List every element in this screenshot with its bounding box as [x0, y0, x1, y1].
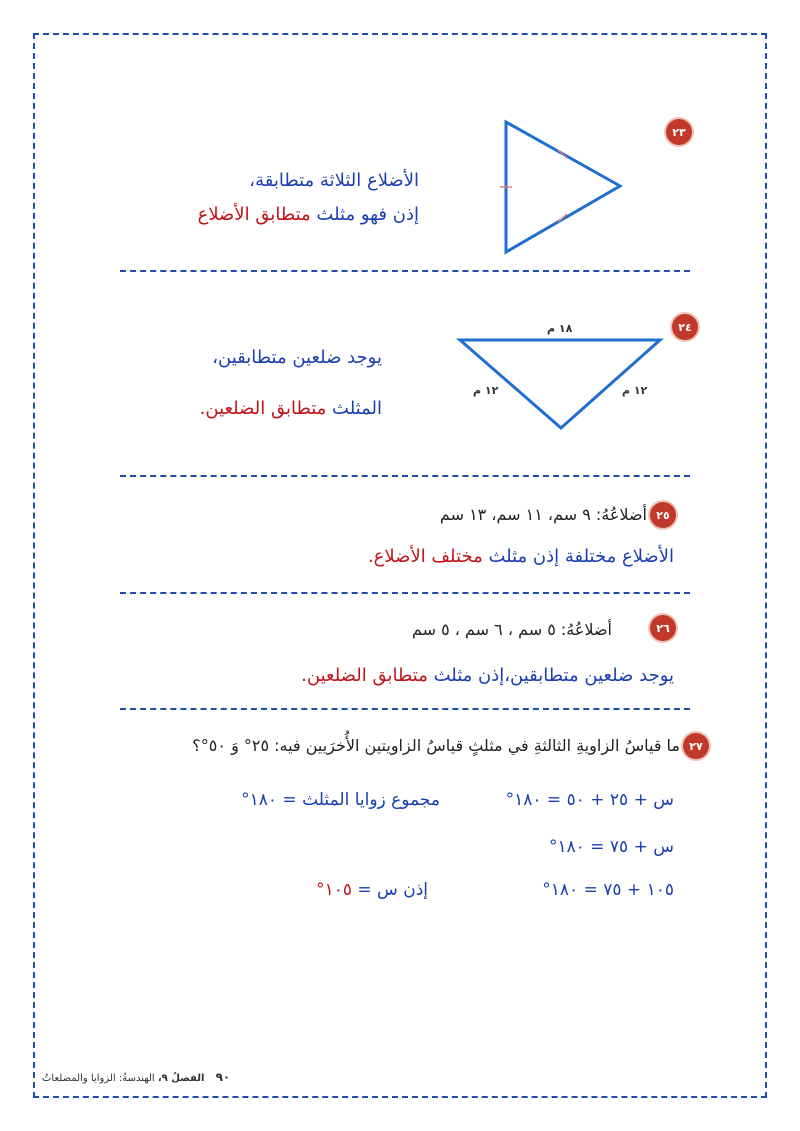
q24-line-2-highlight: متطابق الضلعين.: [199, 398, 327, 419]
q25-answer-prefix: الأضلاع مختلفة إذن مثلث: [482, 546, 674, 567]
page-footer: [42, 1070, 230, 1084]
q23-line-2-prefix: إذن فهو مثلث: [310, 204, 419, 225]
q25-question: أضلاعُهُ: ٩ سم، ١١ سم، ١٣ سم: [439, 505, 647, 524]
q26-answer-highlight: متطابق الضلعين.: [301, 665, 428, 686]
question-number-23: ٢٣: [666, 119, 692, 145]
separator: [120, 592, 690, 594]
q25-answer-highlight: مختلف الأضلاع.: [367, 546, 483, 567]
q27-step-3-equation: ١٠٥ + ٧٥ = ١٨٠°: [542, 880, 674, 900]
q26-answer: [301, 665, 674, 686]
q27-question: ما قياسُ الزاويةِ الثالثةِ في مثلثٍ قياسُ الزاويتين الأُخرَيين فيه: ٢٥° وَ ٥٠°؟: [192, 736, 680, 755]
side-label-top: ١٨ م: [547, 322, 573, 335]
isosceles-triangle-figure: [0, 0, 800, 460]
separator: [120, 475, 690, 477]
q27-conclusion-answer: ١٠٥°: [316, 880, 352, 900]
q27-conclusion-prefix: إذن س =: [352, 880, 428, 900]
q23-line-2-highlight: متطابق الأضلاع: [197, 204, 311, 225]
side-label-right: ١٢ م: [622, 384, 648, 397]
question-number-25: ٢٥: [650, 502, 676, 528]
q27-step-2-equation: س + ٧٥ = ١٨٠°: [548, 837, 674, 857]
q27-conclusion: [316, 880, 428, 900]
footer-title: الهندسةُ: الزوايا والمضلعاتُ: [42, 1073, 158, 1084]
question-number-27: ٢٧: [683, 733, 709, 759]
q27-step-1-note: مجموع زوايا المثلث = ١٨٠°: [241, 790, 440, 810]
q24-line-1: يوجد ضلعين متطابقين،: [212, 347, 382, 368]
q27-step-1-equation: س + ٢٥ + ٥٠ = ١٨٠°: [505, 790, 674, 810]
separator: [120, 708, 690, 710]
side-label-left: ١٢ م: [473, 384, 499, 397]
q24-line-2: [200, 398, 382, 419]
q24-line-2-prefix: المثلث: [326, 398, 382, 419]
page-number: ٩٠: [215, 1070, 231, 1084]
q25-answer: [368, 546, 674, 567]
question-number-26: ٢٦: [650, 615, 676, 641]
footer-chapter: الفصلُ ٩،: [157, 1073, 205, 1084]
question-number-24: ٢٤: [672, 314, 698, 340]
q23-line-1: الأضلاع الثلاثة متطابقة،: [249, 170, 419, 191]
q26-answer-prefix: يوجد ضلعين متطابقين،إذن مثلث: [427, 665, 674, 686]
q26-question: أضلاعُهُ: ٥ سم ، ٦ سم ، ٥ سم: [411, 620, 612, 639]
